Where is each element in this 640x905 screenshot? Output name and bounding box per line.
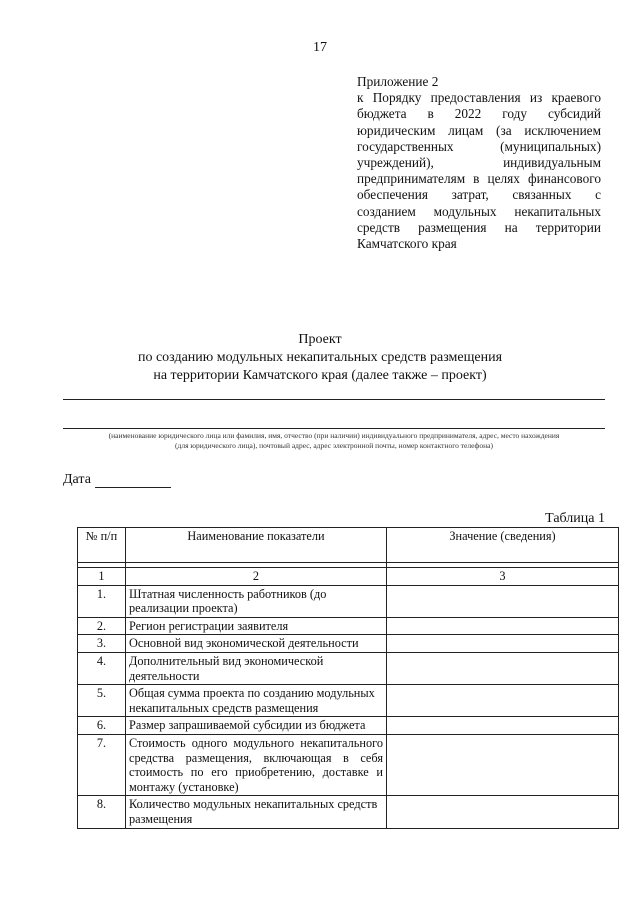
project-title-line-2: по созданию модульных некапитальных средств размещения <box>137 350 503 365</box>
row-number: 3. <box>78 635 126 653</box>
table-header-row <box>78 528 619 563</box>
table-row <box>78 796 619 828</box>
row-number: 4. <box>78 652 126 684</box>
row-name: Дополнительный вид экономической деятельности <box>126 652 387 684</box>
applicant-caption <box>63 431 605 451</box>
date-row <box>63 472 171 488</box>
project-title-line-1: Проект <box>298 332 342 347</box>
row-number: 1. <box>78 585 126 617</box>
header-value: Значение (сведения) <box>387 528 619 563</box>
date-field[interactable] <box>95 473 171 488</box>
row-name: Размер запрашиваемой субсидии из бюджета <box>126 717 387 735</box>
table-row <box>78 617 619 635</box>
row-number: 7. <box>78 734 126 795</box>
project-title <box>0 331 640 385</box>
row-value-cell[interactable] <box>387 652 619 684</box>
table-caption: Таблица 1 <box>545 511 605 526</box>
row-number: 2. <box>78 617 126 635</box>
table-row <box>78 734 619 795</box>
row-name: Общая сумма проекта по созданию модульных некапитальных средств размещения <box>126 685 387 717</box>
row-value-cell[interactable] <box>387 796 619 828</box>
row-name: Регион регистрации заявителя <box>126 617 387 635</box>
appendix-body: к Порядку предоставления из краевого бюджета в 2022 году субсидий юридическим лицам (за исключением государственных (муниципальных) учреждений), индивидуальным предпринимателям в целях финансового обеспечения затрат, связанных с созданием модульных некапитальных средств размещения на территории Камчатского края <box>357 90 601 252</box>
column-number: 1 <box>78 568 126 586</box>
row-value-cell[interactable] <box>387 585 619 617</box>
row-value-cell[interactable] <box>387 685 619 717</box>
row-number: 6. <box>78 717 126 735</box>
table-row <box>78 717 619 735</box>
row-name: Количество модульных некапитальных средств размещения <box>126 796 387 828</box>
row-number: 5. <box>78 685 126 717</box>
column-number-row <box>78 568 619 586</box>
appendix-title: Приложение 2 <box>357 74 439 89</box>
project-title-line-3: на территории Камчатского края (далее также – проект) <box>153 368 487 383</box>
row-number: 8. <box>78 796 126 828</box>
table-row <box>78 635 619 653</box>
indicators-table <box>77 527 619 829</box>
column-number: 2 <box>126 568 387 586</box>
applicant-caption-line-2: (для юридического лица), почтовый адрес, адрес электронной почты, номер контактного телефона) <box>175 441 493 450</box>
header-name: Наименование показатели <box>126 528 387 563</box>
page-number: 17 <box>313 40 327 55</box>
row-value-cell[interactable] <box>387 717 619 735</box>
appendix-block <box>357 74 601 252</box>
table-row <box>78 585 619 617</box>
applicant-line-1[interactable] <box>63 399 605 400</box>
row-value-cell[interactable] <box>387 617 619 635</box>
applicant-line-2[interactable] <box>63 428 605 429</box>
row-name: Стоимость одного модульного некапитального средства размещения, включающая в себя стоимость по его приобретению, доставке и монтажу (установке) <box>126 734 387 795</box>
header-num: № п/п <box>78 528 126 563</box>
row-value-cell[interactable] <box>387 635 619 653</box>
applicant-caption-line-1: (наименование юридического лица или фамилия, имя, отчество (при наличии) индивидуального предпринимателя, адрес, место нахождения <box>108 431 560 440</box>
table-row <box>78 685 619 717</box>
row-name: Основной вид экономической деятельности <box>126 635 387 653</box>
date-label: Дата <box>63 472 91 487</box>
column-number: 3 <box>387 568 619 586</box>
row-name: Штатная численность работников (до реализации проекта) <box>126 585 387 617</box>
table-row <box>78 652 619 684</box>
row-value-cell[interactable] <box>387 734 619 795</box>
